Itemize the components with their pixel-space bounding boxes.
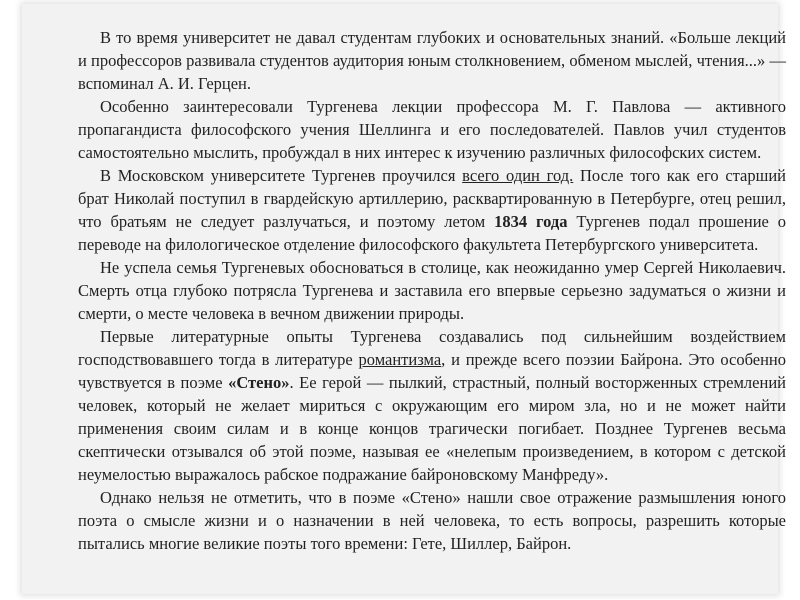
paragraph-herzen — [78, 26, 786, 95]
paragraph-father-death — [78, 256, 786, 325]
paragraph-text: Первые литературные опыты Тургенева создавались под сильнейшим воздействием господствовавшего тогда в литературе — [78, 327, 786, 369]
text-body — [78, 26, 786, 555]
underlined-term: романтизма — [358, 350, 442, 369]
bold-year: 1834 года — [494, 212, 568, 231]
paragraph-transfer — [78, 164, 786, 256]
paragraph-steno-reflection — [78, 486, 786, 555]
paragraph-text: В Московском университете Тургенев проучился — [100, 166, 463, 185]
paragraph-text: . Ее герой — пылкий, страстный, полный восторженных стремлений человек, который не желает мириться с окружающим его миром зла, но и не может найти применения своим силам и в конце концов трагически погибает. Позднее Тургенев весьма скептически отзывался об этой поэме, называя ее «нелепым произведением, в котором с детской неумелостью выражалось рабское подражание байроновскому Манфреду». — [78, 373, 786, 484]
paragraph-text: Не успела семья Тургеневых обосноваться в столице, как неожиданно умер Сергей Николаевич. Смерть отца глубоко потрясла Тургенева и заставила его впервые серьезно задуматься о жизни и смерти, о месте человека в вечном движении природы. — [78, 258, 786, 323]
paragraph-text: Однако нельзя не отметить, что в поэме «Стено» нашли свое отражение размышления юного поэта о смысле жизни и о назначении в ней человека, то есть вопросы, разрешить которые пытались многие великие поэты того времени: Гете, Шиллер, Байрон. — [78, 488, 786, 553]
bold-poem-title: «Стено» — [228, 373, 290, 392]
paragraph-pavlov — [78, 95, 786, 164]
paragraph-text: , и прежде всего поэзии Байрона. Это особенно чувствуется в поэме — [78, 350, 786, 392]
underlined-phrase: всего один год. — [462, 166, 574, 185]
paragraph-text: В то время университет не давал студентам глубоких и основательных знаний. «Больше лекций и профессоров развивала студентов аудитория юным столкновением, обменом мыслей, чтения...» — вспоминал А. И. Герцен. — [78, 28, 786, 93]
paragraph-text: После того как его старший брат Николай поступил в гвардейскую артиллерию, расквартированную в Петербурге, отец решил, что братьям не следует разлучаться, и поэтому летом — [78, 166, 786, 231]
paragraph-romanticism — [78, 325, 786, 486]
paragraph-text: Тургенев подал прошение о переводе на филологическое отделение философского факультета Петербургского университета. — [78, 212, 787, 254]
paragraph-text: Особенно заинтересовали Тургенева лекции профессора М. Г. Павлова — активного пропагандиста философского учения Шеллинга и его последователей. Павлов учил студентов самостоятельно мыслить, пробуждал в них интерес к изучению различных философских систем. — [78, 97, 786, 162]
slide-frame — [22, 4, 787, 594]
